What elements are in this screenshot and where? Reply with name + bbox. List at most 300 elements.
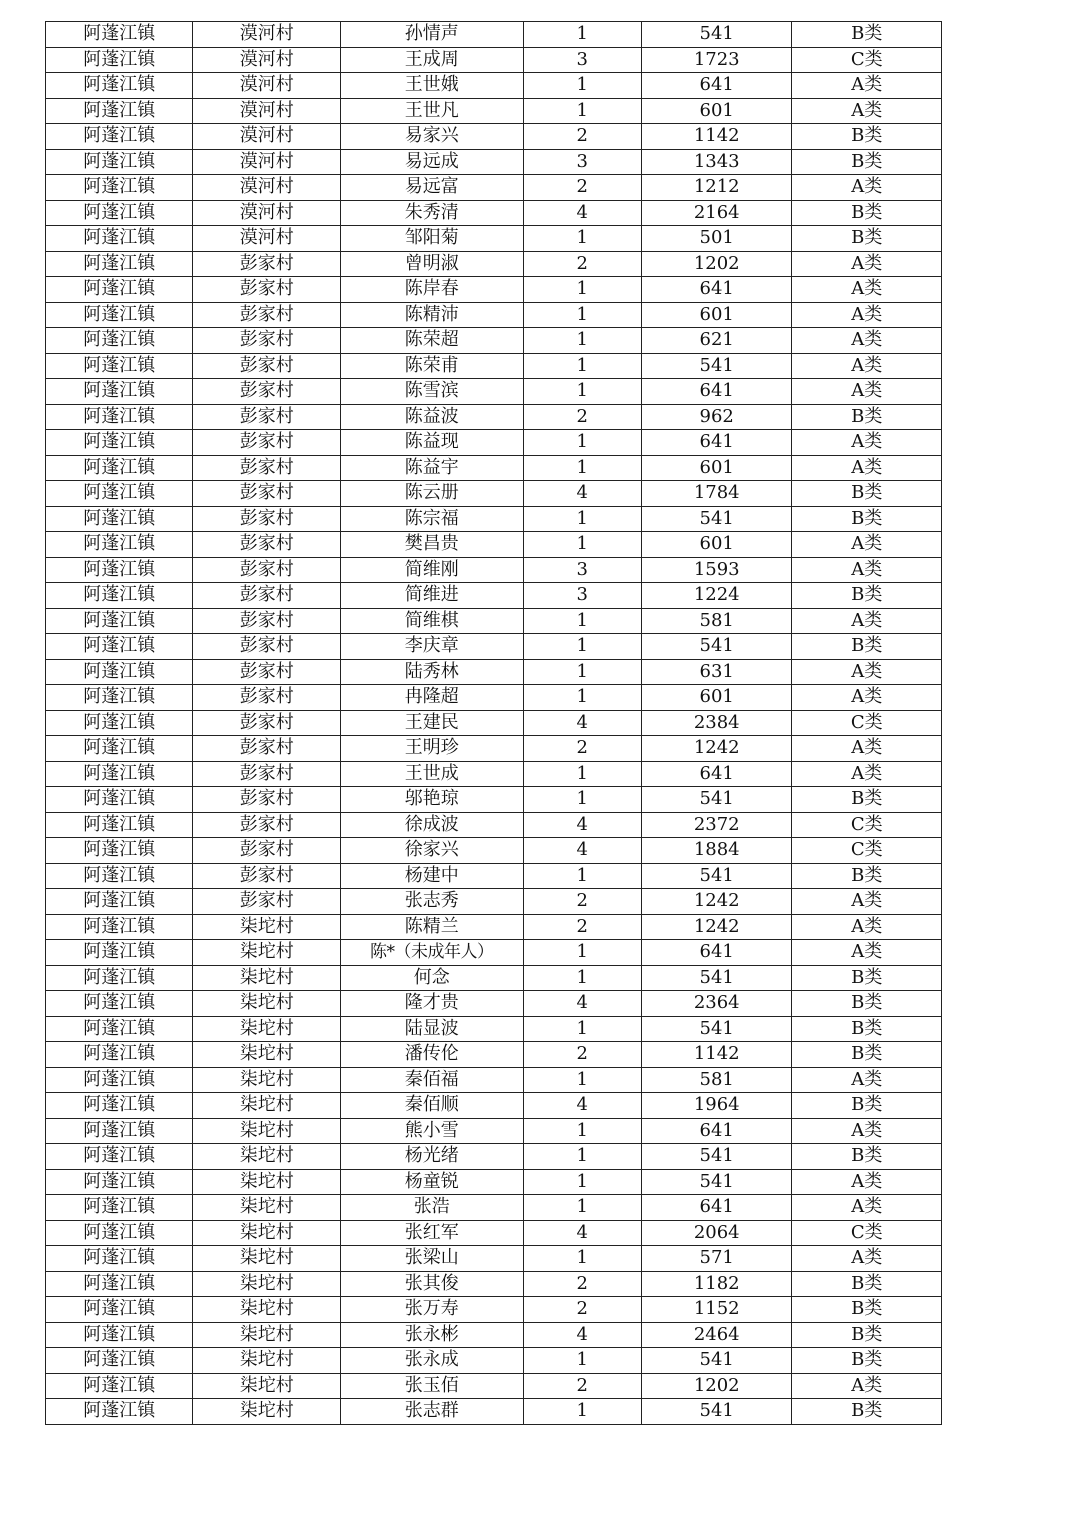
village-cell: 彭家村	[193, 277, 340, 303]
category-cell: A类	[792, 532, 942, 558]
village-cell: 彭家村	[193, 583, 340, 609]
category-cell: B类	[792, 1144, 942, 1170]
town-cell: 阿蓬江镇	[46, 149, 193, 175]
table-row	[46, 685, 942, 711]
town-cell: 阿蓬江镇	[46, 98, 193, 124]
village-cell: 彭家村	[193, 532, 340, 558]
town-cell: 阿蓬江镇	[46, 889, 193, 915]
name-cell: 陆显波	[340, 1016, 523, 1042]
table-row	[46, 659, 942, 685]
name-cell: 陈益波	[340, 404, 523, 430]
village-cell: 柒坨村	[193, 1399, 340, 1425]
table-row	[46, 1016, 942, 1042]
town-cell: 阿蓬江镇	[46, 1322, 193, 1348]
village-cell: 彭家村	[193, 506, 340, 532]
category-cell: B类	[792, 1322, 942, 1348]
household-size-cell: 1	[523, 1195, 641, 1221]
town-cell: 阿蓬江镇	[46, 685, 193, 711]
household-size-cell: 1	[523, 634, 641, 660]
amount-cell: 1343	[641, 149, 792, 175]
category-cell: B类	[792, 200, 942, 226]
amount-cell: 1182	[641, 1271, 792, 1297]
table-row	[46, 1067, 942, 1093]
village-cell: 柒坨村	[193, 1016, 340, 1042]
table-row	[46, 47, 942, 73]
amount-cell: 1142	[641, 124, 792, 150]
category-cell: B类	[792, 124, 942, 150]
category-cell: A类	[792, 1169, 942, 1195]
table-row	[46, 1195, 942, 1221]
name-cell: 张红军	[340, 1220, 523, 1246]
town-cell: 阿蓬江镇	[46, 838, 193, 864]
amount-cell: 541	[641, 1169, 792, 1195]
town-cell: 阿蓬江镇	[46, 812, 193, 838]
household-size-cell: 4	[523, 991, 641, 1017]
household-size-cell: 1	[523, 328, 641, 354]
table-row	[46, 379, 942, 405]
name-cell: 李庆章	[340, 634, 523, 660]
household-table	[45, 21, 942, 1425]
category-cell: A类	[792, 251, 942, 277]
town-cell: 阿蓬江镇	[46, 404, 193, 430]
table-row	[46, 1297, 942, 1323]
table-row	[46, 328, 942, 354]
amount-cell: 581	[641, 608, 792, 634]
category-cell: A类	[792, 914, 942, 940]
category-cell: B类	[792, 863, 942, 889]
category-cell: C类	[792, 47, 942, 73]
table-row	[46, 634, 942, 660]
village-cell: 彭家村	[193, 812, 340, 838]
town-cell: 阿蓬江镇	[46, 22, 193, 48]
table-row	[46, 1220, 942, 1246]
category-cell: A类	[792, 175, 942, 201]
town-cell: 阿蓬江镇	[46, 710, 193, 736]
town-cell: 阿蓬江镇	[46, 481, 193, 507]
name-cell: 简维刚	[340, 557, 523, 583]
table-row	[46, 455, 942, 481]
amount-cell: 1142	[641, 1042, 792, 1068]
town-cell: 阿蓬江镇	[46, 557, 193, 583]
category-cell: A类	[792, 1118, 942, 1144]
name-cell: 王世成	[340, 761, 523, 787]
name-cell: 邬艳琼	[340, 787, 523, 813]
category-cell: A类	[792, 1246, 942, 1272]
name-cell: 陈益宇	[340, 455, 523, 481]
table-row	[46, 404, 942, 430]
village-cell: 彭家村	[193, 863, 340, 889]
amount-cell: 641	[641, 1118, 792, 1144]
village-cell: 柒坨村	[193, 1144, 340, 1170]
category-cell: A类	[792, 761, 942, 787]
town-cell: 阿蓬江镇	[46, 1016, 193, 1042]
name-cell: 陈岸春	[340, 277, 523, 303]
household-size-cell: 2	[523, 889, 641, 915]
household-size-cell: 2	[523, 1373, 641, 1399]
household-size-cell: 1	[523, 761, 641, 787]
table-row	[46, 1144, 942, 1170]
village-cell: 柒坨村	[193, 1118, 340, 1144]
household-size-cell: 1	[523, 226, 641, 252]
category-cell: B类	[792, 506, 942, 532]
name-cell: 张其俊	[340, 1271, 523, 1297]
amount-cell: 2372	[641, 812, 792, 838]
name-cell: 易家兴	[340, 124, 523, 150]
village-cell: 彭家村	[193, 761, 340, 787]
category-cell: A类	[792, 98, 942, 124]
town-cell: 阿蓬江镇	[46, 736, 193, 762]
table-row	[46, 1271, 942, 1297]
town-cell: 阿蓬江镇	[46, 47, 193, 73]
category-cell: A类	[792, 557, 942, 583]
name-cell: 冉隆超	[340, 685, 523, 711]
town-cell: 阿蓬江镇	[46, 328, 193, 354]
town-cell: 阿蓬江镇	[46, 583, 193, 609]
name-cell: 朱秀清	[340, 200, 523, 226]
household-size-cell: 1	[523, 659, 641, 685]
amount-cell: 1784	[641, 481, 792, 507]
village-cell: 漠河村	[193, 175, 340, 201]
amount-cell: 541	[641, 965, 792, 991]
town-cell: 阿蓬江镇	[46, 1042, 193, 1068]
table-row	[46, 22, 942, 48]
name-cell: 陈益现	[340, 430, 523, 456]
amount-cell: 641	[641, 761, 792, 787]
amount-cell: 541	[641, 1144, 792, 1170]
table-row	[46, 251, 942, 277]
town-cell: 阿蓬江镇	[46, 200, 193, 226]
amount-cell: 641	[641, 73, 792, 99]
category-cell: B类	[792, 481, 942, 507]
household-size-cell: 2	[523, 1271, 641, 1297]
category-cell: B类	[792, 991, 942, 1017]
name-cell: 张梁山	[340, 1246, 523, 1272]
category-cell: B类	[792, 1399, 942, 1425]
amount-cell: 601	[641, 685, 792, 711]
category-cell: A类	[792, 302, 942, 328]
category-cell: B类	[792, 22, 942, 48]
town-cell: 阿蓬江镇	[46, 1246, 193, 1272]
amount-cell: 1212	[641, 175, 792, 201]
amount-cell: 1242	[641, 736, 792, 762]
amount-cell: 641	[641, 940, 792, 966]
household-size-cell: 1	[523, 863, 641, 889]
household-size-cell: 1	[523, 685, 641, 711]
category-cell: B类	[792, 787, 942, 813]
village-cell: 柒坨村	[193, 1348, 340, 1374]
household-size-cell: 2	[523, 251, 641, 277]
village-cell: 彭家村	[193, 430, 340, 456]
village-cell: 彭家村	[193, 838, 340, 864]
name-cell: 简维进	[340, 583, 523, 609]
town-cell: 阿蓬江镇	[46, 634, 193, 660]
table-row	[46, 1322, 942, 1348]
town-cell: 阿蓬江镇	[46, 1271, 193, 1297]
village-cell: 柒坨村	[193, 1271, 340, 1297]
category-cell: A类	[792, 1373, 942, 1399]
village-cell: 彭家村	[193, 379, 340, 405]
town-cell: 阿蓬江镇	[46, 787, 193, 813]
household-size-cell: 1	[523, 1169, 641, 1195]
household-size-cell: 1	[523, 379, 641, 405]
amount-cell: 1152	[641, 1297, 792, 1323]
amount-cell: 2364	[641, 991, 792, 1017]
name-cell: 简维棋	[340, 608, 523, 634]
table-row	[46, 175, 942, 201]
category-cell: B类	[792, 965, 942, 991]
village-cell: 彭家村	[193, 685, 340, 711]
table-row	[46, 1169, 942, 1195]
amount-cell: 962	[641, 404, 792, 430]
category-cell: B类	[792, 404, 942, 430]
table-row	[46, 940, 942, 966]
category-cell: C类	[792, 710, 942, 736]
village-cell: 彭家村	[193, 251, 340, 277]
category-cell: B类	[792, 149, 942, 175]
village-cell: 彭家村	[193, 353, 340, 379]
town-cell: 阿蓬江镇	[46, 277, 193, 303]
household-size-cell: 4	[523, 1093, 641, 1119]
category-cell: A类	[792, 430, 942, 456]
name-cell: 陈荣甫	[340, 353, 523, 379]
name-cell: 陈雪滨	[340, 379, 523, 405]
town-cell: 阿蓬江镇	[46, 659, 193, 685]
town-cell: 阿蓬江镇	[46, 1118, 193, 1144]
table-row	[46, 583, 942, 609]
household-size-cell: 4	[523, 200, 641, 226]
name-cell: 陈精沛	[340, 302, 523, 328]
town-cell: 阿蓬江镇	[46, 1220, 193, 1246]
amount-cell: 541	[641, 506, 792, 532]
village-cell: 彭家村	[193, 608, 340, 634]
name-cell: 杨建中	[340, 863, 523, 889]
village-cell: 漠河村	[193, 124, 340, 150]
town-cell: 阿蓬江镇	[46, 251, 193, 277]
table-row	[46, 736, 942, 762]
town-cell: 阿蓬江镇	[46, 175, 193, 201]
table-row	[46, 124, 942, 150]
category-cell: A类	[792, 685, 942, 711]
household-size-cell: 2	[523, 1042, 641, 1068]
household-size-cell: 2	[523, 124, 641, 150]
table-body	[46, 22, 942, 1425]
amount-cell: 1202	[641, 251, 792, 277]
amount-cell: 641	[641, 379, 792, 405]
table-row	[46, 149, 942, 175]
category-cell: A类	[792, 608, 942, 634]
village-cell: 柒坨村	[193, 1042, 340, 1068]
household-size-cell: 1	[523, 608, 641, 634]
name-cell: 王建民	[340, 710, 523, 736]
town-cell: 阿蓬江镇	[46, 302, 193, 328]
village-cell: 柒坨村	[193, 1169, 340, 1195]
amount-cell: 541	[641, 1016, 792, 1042]
household-size-cell: 4	[523, 838, 641, 864]
town-cell: 阿蓬江镇	[46, 430, 193, 456]
town-cell: 阿蓬江镇	[46, 379, 193, 405]
name-cell: 张永彬	[340, 1322, 523, 1348]
category-cell: A类	[792, 940, 942, 966]
name-cell: 王世凡	[340, 98, 523, 124]
amount-cell: 541	[641, 22, 792, 48]
village-cell: 漠河村	[193, 73, 340, 99]
amount-cell: 2064	[641, 1220, 792, 1246]
household-size-cell: 1	[523, 532, 641, 558]
village-cell: 柒坨村	[193, 1297, 340, 1323]
table-row	[46, 226, 942, 252]
village-cell: 柒坨村	[193, 914, 340, 940]
table-row	[46, 557, 942, 583]
table-row	[46, 608, 942, 634]
village-cell: 柒坨村	[193, 991, 340, 1017]
name-cell: 陈荣超	[340, 328, 523, 354]
name-cell: 陈*（未成年人）	[340, 940, 523, 966]
village-cell: 柒坨村	[193, 1220, 340, 1246]
village-cell: 彭家村	[193, 481, 340, 507]
amount-cell: 601	[641, 532, 792, 558]
household-size-cell: 4	[523, 1220, 641, 1246]
name-cell: 何念	[340, 965, 523, 991]
village-cell: 柒坨村	[193, 965, 340, 991]
town-cell: 阿蓬江镇	[46, 965, 193, 991]
name-cell: 陈云册	[340, 481, 523, 507]
village-cell: 漠河村	[193, 200, 340, 226]
amount-cell: 601	[641, 302, 792, 328]
household-size-cell: 1	[523, 73, 641, 99]
name-cell: 熊小雪	[340, 1118, 523, 1144]
town-cell: 阿蓬江镇	[46, 353, 193, 379]
village-cell: 彭家村	[193, 659, 340, 685]
amount-cell: 1202	[641, 1373, 792, 1399]
table-row	[46, 200, 942, 226]
household-size-cell: 4	[523, 812, 641, 838]
amount-cell: 541	[641, 1399, 792, 1425]
village-cell: 漠河村	[193, 226, 340, 252]
amount-cell: 2464	[641, 1322, 792, 1348]
village-cell: 漠河村	[193, 149, 340, 175]
amount-cell: 1224	[641, 583, 792, 609]
name-cell: 潘传伦	[340, 1042, 523, 1068]
town-cell: 阿蓬江镇	[46, 532, 193, 558]
household-size-cell: 2	[523, 404, 641, 430]
table-row	[46, 991, 942, 1017]
village-cell: 漠河村	[193, 22, 340, 48]
village-cell: 彭家村	[193, 787, 340, 813]
amount-cell: 601	[641, 98, 792, 124]
category-cell: A类	[792, 659, 942, 685]
household-size-cell: 4	[523, 481, 641, 507]
village-cell: 柒坨村	[193, 1373, 340, 1399]
name-cell: 徐家兴	[340, 838, 523, 864]
town-cell: 阿蓬江镇	[46, 1373, 193, 1399]
table-row	[46, 1348, 942, 1374]
village-cell: 彭家村	[193, 328, 340, 354]
amount-cell: 571	[641, 1246, 792, 1272]
table-row	[46, 1093, 942, 1119]
household-size-cell: 1	[523, 1118, 641, 1144]
category-cell: A类	[792, 736, 942, 762]
town-cell: 阿蓬江镇	[46, 991, 193, 1017]
name-cell: 王成周	[340, 47, 523, 73]
amount-cell: 541	[641, 353, 792, 379]
table-row	[46, 965, 942, 991]
household-size-cell: 1	[523, 1348, 641, 1374]
village-cell: 柒坨村	[193, 1246, 340, 1272]
name-cell: 秦佰顺	[340, 1093, 523, 1119]
category-cell: A类	[792, 277, 942, 303]
name-cell: 张永成	[340, 1348, 523, 1374]
amount-cell: 1242	[641, 889, 792, 915]
village-cell: 漠河村	[193, 98, 340, 124]
category-cell: C类	[792, 1220, 942, 1246]
household-size-cell: 4	[523, 710, 641, 736]
category-cell: C类	[792, 838, 942, 864]
name-cell: 易远成	[340, 149, 523, 175]
household-size-cell: 3	[523, 47, 641, 73]
household-size-cell: 1	[523, 302, 641, 328]
household-size-cell: 2	[523, 1297, 641, 1323]
category-cell: B类	[792, 1042, 942, 1068]
village-cell: 彭家村	[193, 455, 340, 481]
amount-cell: 601	[641, 455, 792, 481]
village-cell: 彭家村	[193, 404, 340, 430]
category-cell: A类	[792, 455, 942, 481]
category-cell: C类	[792, 812, 942, 838]
town-cell: 阿蓬江镇	[46, 761, 193, 787]
name-cell: 易远富	[340, 175, 523, 201]
name-cell: 张志群	[340, 1399, 523, 1425]
village-cell: 柒坨村	[193, 940, 340, 966]
category-cell: B类	[792, 583, 942, 609]
household-size-cell: 2	[523, 175, 641, 201]
amount-cell: 541	[641, 787, 792, 813]
town-cell: 阿蓬江镇	[46, 1297, 193, 1323]
town-cell: 阿蓬江镇	[46, 1067, 193, 1093]
roster-sheet	[45, 21, 942, 1425]
village-cell: 彭家村	[193, 710, 340, 736]
household-size-cell: 1	[523, 787, 641, 813]
village-cell: 彭家村	[193, 889, 340, 915]
table-row	[46, 353, 942, 379]
amount-cell: 581	[641, 1067, 792, 1093]
amount-cell: 2164	[641, 200, 792, 226]
category-cell: A类	[792, 889, 942, 915]
amount-cell: 641	[641, 430, 792, 456]
table-row	[46, 838, 942, 864]
household-size-cell: 2	[523, 736, 641, 762]
amount-cell: 501	[641, 226, 792, 252]
town-cell: 阿蓬江镇	[46, 226, 193, 252]
amount-cell: 631	[641, 659, 792, 685]
name-cell: 王明珍	[340, 736, 523, 762]
village-cell: 柒坨村	[193, 1067, 340, 1093]
name-cell: 樊昌贵	[340, 532, 523, 558]
village-cell: 柒坨村	[193, 1093, 340, 1119]
category-cell: A类	[792, 1195, 942, 1221]
village-cell: 彭家村	[193, 302, 340, 328]
name-cell: 张玉佰	[340, 1373, 523, 1399]
name-cell: 杨光绪	[340, 1144, 523, 1170]
name-cell: 陈宗福	[340, 506, 523, 532]
category-cell: A类	[792, 328, 942, 354]
amount-cell: 1884	[641, 838, 792, 864]
household-size-cell: 3	[523, 583, 641, 609]
household-size-cell: 1	[523, 1399, 641, 1425]
name-cell: 邹阳菊	[340, 226, 523, 252]
category-cell: A类	[792, 379, 942, 405]
household-size-cell: 3	[523, 557, 641, 583]
table-row	[46, 710, 942, 736]
